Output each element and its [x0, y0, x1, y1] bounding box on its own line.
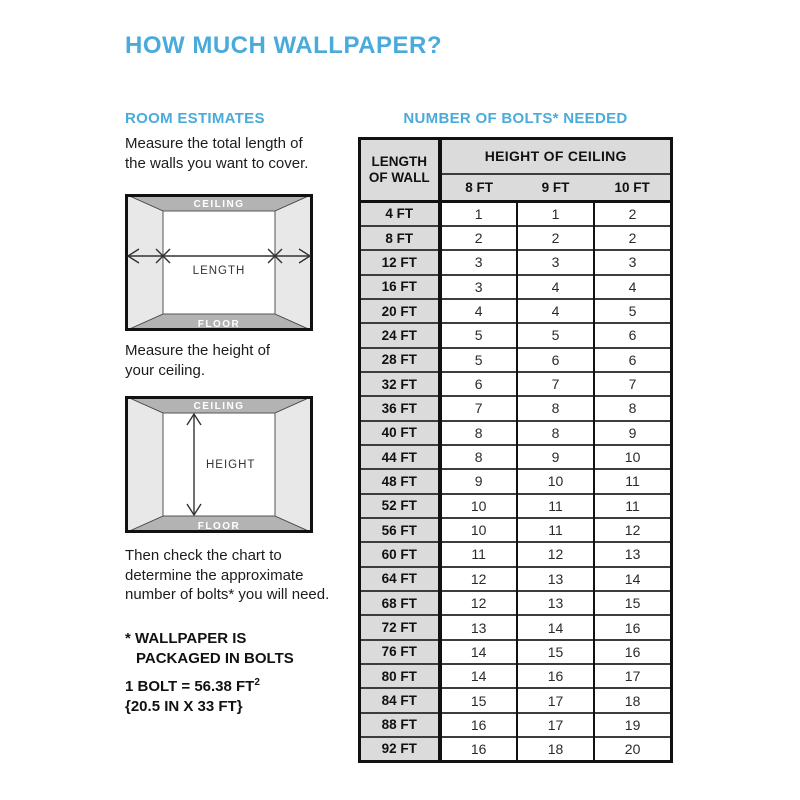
bolt-count-cell: 3 [440, 275, 517, 299]
bolt-count-cell: 5 [517, 323, 594, 347]
instruction-chart [125, 546, 340, 605]
column-header-8ft: 8 FT [440, 174, 517, 202]
table-row [360, 640, 672, 664]
table-row [360, 445, 672, 469]
height-dimension-label: HEIGHT [206, 459, 256, 471]
bolt-count-cell: 8 [594, 396, 671, 420]
bolt-equation [125, 673, 260, 697]
bolt-count-cell: 4 [440, 299, 517, 323]
page-title: HOW MUCH WALLPAPER? [125, 32, 443, 59]
wall-length-cell: 40 FT [360, 421, 440, 445]
instruction-height-line2: your ceiling. [125, 361, 206, 379]
left-wall-surface [125, 396, 163, 533]
room-height-diagram [125, 396, 313, 533]
bolt-count-cell: 6 [517, 348, 594, 372]
bolt-equation-text: 1 BOLT = 56.38 FT [125, 678, 255, 695]
bolt-count-cell: 13 [517, 591, 594, 615]
bolt-size-info [125, 673, 260, 717]
room-length-diagram [125, 194, 313, 331]
table-row [360, 664, 672, 688]
bolt-count-cell: 16 [594, 615, 671, 639]
wall-length-cell: 28 FT [360, 348, 440, 372]
bolt-count-cell: 8 [517, 421, 594, 445]
column-group-header-height-of-ceiling: HEIGHT OF CEILING [440, 139, 672, 174]
bolt-count-cell: 4 [594, 275, 671, 299]
wall-length-cell: 64 FT [360, 567, 440, 591]
bolt-count-cell: 16 [440, 737, 517, 761]
bolt-count-cell: 12 [440, 591, 517, 615]
bolt-count-cell: 16 [517, 664, 594, 688]
bolt-count-cell: 6 [594, 323, 671, 347]
bolt-count-cell: 15 [517, 640, 594, 664]
wall-length-cell: 80 FT [360, 664, 440, 688]
table-row [360, 323, 672, 347]
bolt-count-cell: 6 [594, 348, 671, 372]
bolt-count-cell: 13 [594, 542, 671, 566]
bolt-count-cell: 1 [440, 202, 517, 226]
bolt-count-cell: 17 [517, 713, 594, 737]
instruction-height [125, 341, 340, 380]
wall-length-cell: 20 FT [360, 299, 440, 323]
bolt-count-cell: 2 [517, 226, 594, 250]
floor-label: FLOOR [197, 319, 241, 330]
bolt-count-cell: 12 [517, 542, 594, 566]
instruction-length [125, 134, 340, 173]
bolt-count-cell: 12 [440, 567, 517, 591]
bolt-count-cell: 8 [440, 421, 517, 445]
table-row [360, 688, 672, 712]
bolt-count-cell: 18 [517, 737, 594, 761]
bolt-equation-superscript: 2 [254, 677, 260, 688]
table-row [360, 275, 672, 299]
wall-length-cell: 92 FT [360, 737, 440, 761]
wallpaper-bolts-note [125, 629, 294, 669]
table-row [360, 542, 672, 566]
bolt-count-cell: 10 [517, 469, 594, 493]
instruction-height-line1: Measure the height of [125, 342, 271, 359]
bolt-count-cell: 11 [440, 542, 517, 566]
bolt-count-cell: 13 [517, 567, 594, 591]
wall-length-cell: 32 FT [360, 372, 440, 396]
bolt-count-cell: 2 [440, 226, 517, 250]
bolt-count-cell: 3 [594, 250, 671, 274]
bolt-count-cell: 12 [594, 518, 671, 542]
table-row [360, 737, 672, 761]
table-row [360, 518, 672, 542]
bolt-count-cell: 6 [440, 372, 517, 396]
bolts-needed-heading: NUMBER OF BOLTS* NEEDED [403, 110, 628, 127]
bolt-count-cell: 9 [440, 469, 517, 493]
instruction-chart-line3: number of bolts* you will need. [125, 586, 330, 603]
bolt-count-cell: 17 [517, 688, 594, 712]
bolt-count-cell: 8 [517, 396, 594, 420]
bolt-count-cell: 7 [440, 396, 517, 420]
bolt-count-cell: 8 [440, 445, 517, 469]
bolt-count-cell: 9 [517, 445, 594, 469]
bolt-count-cell: 15 [440, 688, 517, 712]
instruction-length-line2: the walls you want to cover. [125, 154, 309, 172]
column-header-9ft: 9 FT [517, 174, 594, 202]
wall-length-cell: 16 FT [360, 275, 440, 299]
table-row [360, 469, 672, 493]
bolt-count-cell: 16 [594, 640, 671, 664]
bolt-count-cell: 4 [517, 275, 594, 299]
column-header-10ft: 10 FT [594, 174, 671, 202]
column-header-length-of-wall [360, 139, 440, 202]
bolt-dimensions: {20.5 IN X 33 FT} [125, 698, 243, 715]
bolt-count-cell: 11 [517, 518, 594, 542]
wall-length-cell: 72 FT [360, 615, 440, 639]
note-line1: * WALLPAPER IS [125, 630, 247, 647]
bolt-count-cell: 5 [594, 299, 671, 323]
wall-length-cell: 12 FT [360, 250, 440, 274]
wall-length-cell: 24 FT [360, 323, 440, 347]
bolt-count-cell: 18 [594, 688, 671, 712]
bolt-count-cell: 15 [594, 591, 671, 615]
bolt-count-cell: 10 [440, 518, 517, 542]
bolt-count-cell: 19 [594, 713, 671, 737]
wall-length-cell: 4 FT [360, 202, 440, 226]
ceiling-label: CEILING [193, 401, 245, 412]
wall-length-cell: 36 FT [360, 396, 440, 420]
wall-length-cell: 60 FT [360, 542, 440, 566]
table-row [360, 250, 672, 274]
instruction-chart-line2: determine the approximate [125, 566, 304, 584]
bolt-count-cell: 16 [440, 713, 517, 737]
table-row [360, 567, 672, 591]
bolt-count-cell: 11 [517, 494, 594, 518]
table-row [360, 421, 672, 445]
table-row [360, 202, 672, 226]
wall-length-cell: 52 FT [360, 494, 440, 518]
instruction-chart-line1: Then check the chart to [125, 547, 282, 564]
wall-length-cell: 44 FT [360, 445, 440, 469]
table-row [360, 299, 672, 323]
bolt-count-cell: 4 [517, 299, 594, 323]
wall-length-cell: 8 FT [360, 226, 440, 250]
bolt-count-cell: 17 [594, 664, 671, 688]
bolt-count-cell: 1 [517, 202, 594, 226]
bolt-count-cell: 14 [594, 567, 671, 591]
bolt-count-cell: 7 [517, 372, 594, 396]
wall-length-cell: 88 FT [360, 713, 440, 737]
length-of-wall-line1: LENGTH [371, 154, 427, 169]
bolt-count-cell: 13 [440, 615, 517, 639]
floor-label: FLOOR [197, 521, 241, 532]
bolt-count-cell: 2 [594, 202, 671, 226]
wall-length-cell: 84 FT [360, 688, 440, 712]
bolt-count-cell: 3 [440, 250, 517, 274]
bolt-count-cell: 14 [517, 615, 594, 639]
wall-length-cell: 68 FT [360, 591, 440, 615]
room-estimates-heading: ROOM ESTIMATES [125, 110, 265, 127]
wall-length-cell: 76 FT [360, 640, 440, 664]
table-row [360, 372, 672, 396]
table-row [360, 396, 672, 420]
bolt-count-cell: 11 [594, 494, 671, 518]
bolt-count-cell: 20 [594, 737, 671, 761]
bolt-count-cell: 14 [440, 664, 517, 688]
right-wall-surface [275, 396, 313, 533]
bolt-count-cell: 7 [594, 372, 671, 396]
bolt-count-cell: 10 [440, 494, 517, 518]
bolts-table [358, 137, 673, 763]
note-line2: PACKAGED IN BOLTS [136, 650, 294, 667]
ceiling-label: CEILING [193, 199, 245, 210]
table-row [360, 494, 672, 518]
table-row [360, 713, 672, 737]
wall-length-cell: 48 FT [360, 469, 440, 493]
bolt-count-cell: 2 [594, 226, 671, 250]
bolt-count-cell: 9 [594, 421, 671, 445]
table-row [360, 348, 672, 372]
bolt-count-cell: 5 [440, 323, 517, 347]
bolt-count-cell: 14 [440, 640, 517, 664]
bolt-count-cell: 11 [594, 469, 671, 493]
back-wall-surface [163, 211, 275, 314]
length-of-wall-line2: OF WALL [368, 170, 430, 185]
bolt-count-cell: 5 [440, 348, 517, 372]
wall-length-cell: 56 FT [360, 518, 440, 542]
length-dimension-label: LENGTH [192, 265, 246, 277]
table-row [360, 591, 672, 615]
table-row [360, 226, 672, 250]
bolt-count-cell: 10 [594, 445, 671, 469]
table-row [360, 615, 672, 639]
bolt-count-cell: 3 [517, 250, 594, 274]
instruction-length-line1: Measure the total length of [125, 135, 303, 152]
